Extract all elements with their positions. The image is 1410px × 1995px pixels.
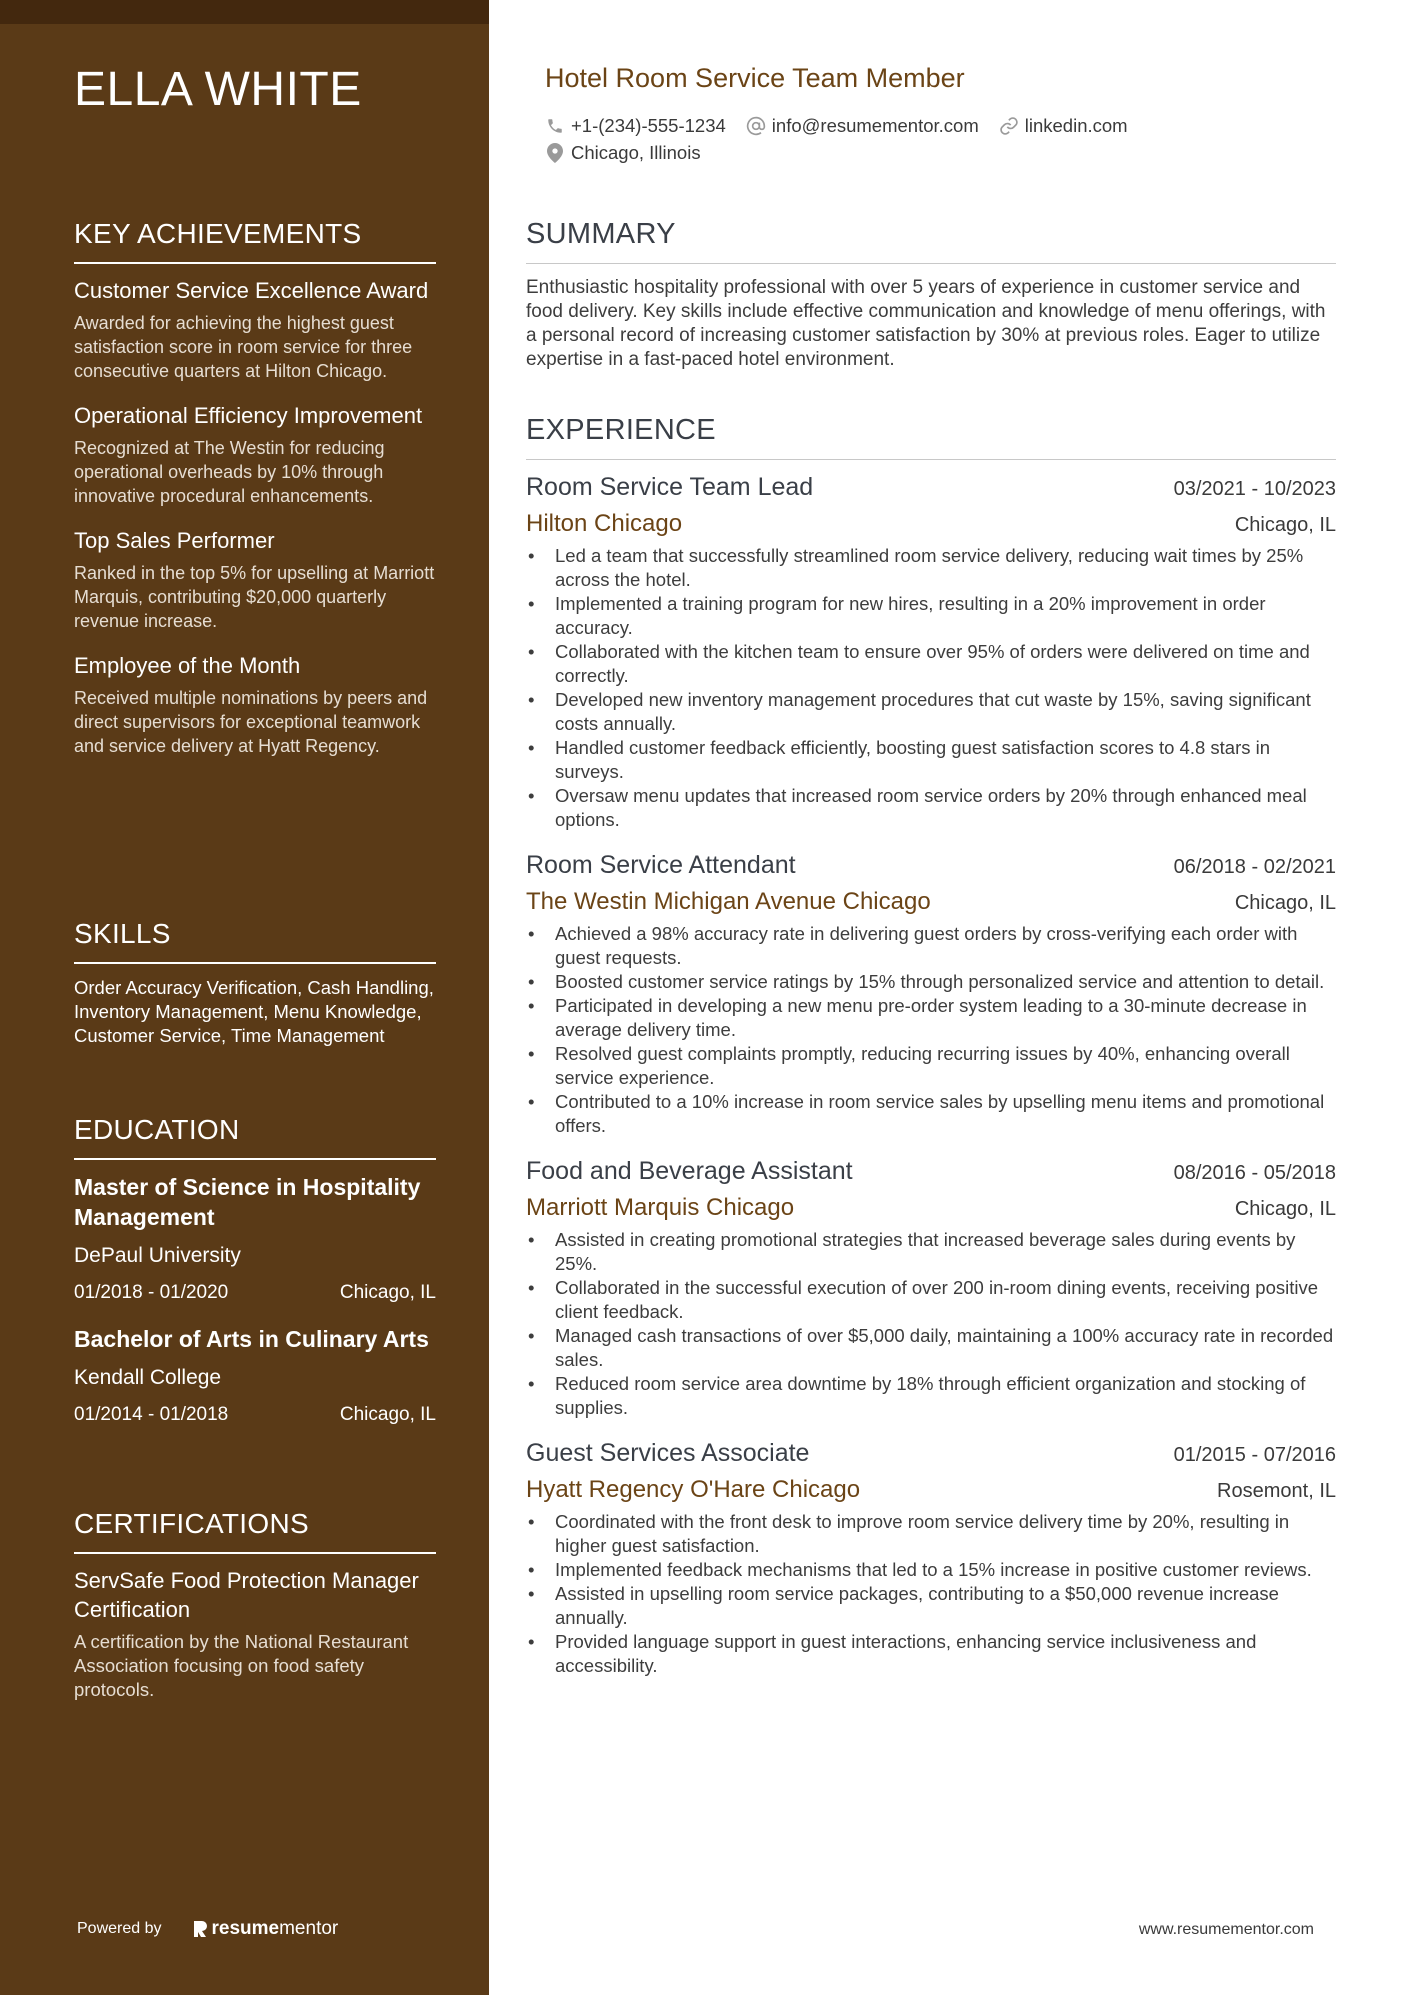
contact-location bbox=[545, 142, 701, 164]
certifications-section bbox=[74, 1508, 436, 1702]
education-degree: Master of Science in Hospitality Management bbox=[74, 1174, 421, 1230]
education-school: Kendall College bbox=[74, 1366, 222, 1389]
job-bullet: • Developed new inventory management procedures that cut waste by 15%, saving significant costs annually. bbox=[526, 688, 1336, 736]
achievement-title: Customer Service Excellence Award bbox=[74, 278, 429, 303]
achievement-desc: Received multiple nominations by peers and direct supervisors for exceptional teamwork and service delivery at Hyatt Regency. bbox=[74, 688, 428, 756]
certification-desc: A certification by the National Restaurant Association focusing on food safety protocols. bbox=[74, 1631, 409, 1700]
achievement-desc: Awarded for achieving the highest guest satisfaction score in room service for three consecutive quarters at Hilton Chicago. bbox=[74, 313, 413, 381]
powered-by-label: Powered by bbox=[77, 1920, 162, 1937]
job-location: Chicago, IL bbox=[1234, 514, 1336, 536]
education-dates: 01/2014 - 01/2018 bbox=[74, 1404, 229, 1425]
education-dates: 01/2018 - 01/2020 bbox=[74, 1282, 229, 1303]
candidate-name: ELLA WHITE bbox=[74, 63, 362, 116]
job-location: Rosemont, IL bbox=[1217, 1480, 1336, 1502]
email-text: info@resumementor.com bbox=[771, 114, 979, 136]
job-entry bbox=[526, 1436, 1336, 1678]
summary-text: Enthusiastic hospitality professional with over 5 years of experience in customer service and food delivery. Key skills include effective communication and knowledge of menu offerings, with a personal record of increasing customer satisfaction by 30% at previous roles. Eager to utilize expertise in a fast-paced hotel environment. bbox=[526, 277, 1326, 370]
job-company: Hilton Chicago bbox=[526, 510, 683, 537]
achievement-desc: Ranked in the top 5% for upselling at Marriott Marquis, contributing $20,000 quarterly revenue increase. bbox=[74, 563, 435, 631]
contact-info bbox=[545, 112, 1335, 166]
experience-section bbox=[526, 414, 1336, 1678]
achievement-item bbox=[74, 526, 436, 633]
job-bullet: • Assisted in upselling room service packages, contributing to a $50,000 revenue increase annually. bbox=[526, 1582, 1336, 1630]
certification-item bbox=[74, 1566, 436, 1702]
achievement-item bbox=[74, 401, 436, 508]
job-dates: 01/2015 - 07/2016 bbox=[1173, 1444, 1336, 1466]
education-location: Chicago, IL bbox=[339, 1282, 436, 1303]
education-section bbox=[74, 1114, 436, 1446]
job-bullet: • Implemented feedback mechanisms that led to a 15% increase in positive customer reviews. bbox=[526, 1558, 1336, 1582]
contact-linkedin[interactable] bbox=[999, 115, 1128, 137]
job-location: Chicago, IL bbox=[1234, 892, 1336, 914]
job-bullet: • Coordinated with the front desk to improve room service delivery time by 20%, resulting in higher guest satisfaction. bbox=[526, 1510, 1336, 1558]
job-entry bbox=[526, 1154, 1336, 1420]
achievements-section bbox=[74, 218, 436, 776]
location-text: Chicago, Illinois bbox=[571, 141, 701, 163]
location-pin-icon bbox=[545, 143, 565, 163]
certifications-heading: CERTIFICATIONS bbox=[74, 1508, 436, 1554]
job-company: Hyatt Regency O'Hare Chicago bbox=[526, 1476, 861, 1503]
achievement-item bbox=[74, 651, 436, 758]
job-bullet: • Participated in developing a new menu pre-order system leading to a 30-minute decrease in average delivery time. bbox=[526, 994, 1336, 1042]
achievement-title: Operational Efficiency Improvement bbox=[74, 403, 423, 428]
job-role: Guest Services Associate bbox=[526, 1439, 810, 1467]
job-bullets bbox=[526, 544, 1336, 832]
sidebar bbox=[0, 0, 489, 1995]
job-dates: 03/2021 - 10/2023 bbox=[1173, 478, 1336, 500]
job-bullet: • Resolved guest complaints promptly, reducing recurring issues by 40%, enhancing overall service experience. bbox=[526, 1042, 1336, 1090]
sidebar-top-bar bbox=[0, 0, 489, 24]
job-bullet: • Oversaw menu updates that increased room service orders by 20% through enhanced meal options. bbox=[526, 784, 1336, 832]
job-company: The Westin Michigan Avenue Chicago bbox=[526, 888, 931, 915]
job-entry bbox=[526, 848, 1336, 1138]
achievement-desc: Recognized at The Westin for reducing operational overheads by 10% through innovative procedural enhancements. bbox=[74, 438, 385, 506]
contact-phone[interactable] bbox=[545, 115, 726, 137]
education-school: DePaul University bbox=[74, 1244, 241, 1267]
education-degree: Bachelor of Arts in Culinary Arts bbox=[74, 1326, 429, 1352]
resumementor-logo-icon bbox=[192, 1919, 208, 1939]
job-bullet: • Collaborated with the kitchen team to ensure over 95% of orders were delivered on time and correctly. bbox=[526, 640, 1336, 688]
link-icon bbox=[999, 116, 1019, 136]
summary-section bbox=[526, 218, 1336, 372]
education-item bbox=[74, 1324, 436, 1428]
job-dates: 08/2016 - 05/2018 bbox=[1173, 1162, 1336, 1184]
resumementor-logo[interactable] bbox=[192, 1918, 339, 1940]
job-bullet: • Reduced room service area downtime by 18% through efficient organization and stocking of supplies. bbox=[526, 1372, 1336, 1420]
job-bullet: • Led a team that successfully streamlined room service delivery, reducing wait times by 25% across the hotel. bbox=[526, 544, 1336, 592]
job-bullet: • Assisted in creating promotional strategies that increased beverage sales during events by 25%. bbox=[526, 1228, 1336, 1276]
contact-email[interactable] bbox=[746, 115, 979, 137]
job-bullet: • Collaborated in the successful execution of over 200 in-room dining events, receiving positive client feedback. bbox=[526, 1276, 1336, 1324]
job-bullet: • Handled customer feedback efficiently, boosting guest satisfaction scores to 4.8 stars in surveys. bbox=[526, 736, 1336, 784]
education-heading: EDUCATION bbox=[74, 1114, 436, 1160]
achievements-heading: KEY ACHIEVEMENTS bbox=[74, 218, 436, 264]
job-role: Room Service Team Lead bbox=[526, 473, 814, 501]
job-bullet: • Implemented a training program for new hires, resulting in a 20% improvement in order accuracy. bbox=[526, 592, 1336, 640]
powered-by bbox=[77, 1918, 338, 1940]
phone-text: +1-(234)-555-1234 bbox=[571, 114, 726, 136]
experience-heading: EXPERIENCE bbox=[526, 414, 1336, 460]
logo-text-strong: resume bbox=[211, 1918, 280, 1939]
job-bullet: • Managed cash transactions of over $5,000 daily, maintaining a 100% accuracy rate in recorded sales. bbox=[526, 1324, 1336, 1372]
education-location: Chicago, IL bbox=[339, 1404, 436, 1425]
job-dates: 06/2018 - 02/2021 bbox=[1173, 856, 1336, 878]
job-role: Food and Beverage Assistant bbox=[526, 1157, 853, 1185]
job-bullets bbox=[526, 1510, 1336, 1678]
job-bullet: • Contributed to a 10% increase in room service sales by upselling menu items and promotional offers. bbox=[526, 1090, 1336, 1138]
linkedin-text: linkedin.com bbox=[1024, 114, 1128, 136]
job-bullets bbox=[526, 1228, 1336, 1420]
skills-list: Order Accuracy Verification, Cash Handling, Inventory Management, Menu Knowledge, Customer Service, Time Management bbox=[74, 977, 434, 1046]
job-bullet: • Boosted customer service ratings by 15% through personalized service and attention to detail. bbox=[526, 970, 1336, 994]
phone-icon bbox=[545, 116, 565, 136]
job-location: Chicago, IL bbox=[1234, 1198, 1336, 1220]
at-sign-icon bbox=[746, 116, 766, 136]
achievement-item bbox=[74, 276, 436, 383]
logo-text-rest: mentor bbox=[279, 1918, 339, 1939]
job-bullet: • Achieved a 98% accuracy rate in delivering guest orders by cross-verifying each order with guest requests. bbox=[526, 922, 1336, 970]
target-job-title: Hotel Room Service Team Member bbox=[545, 63, 965, 93]
job-company: Marriott Marquis Chicago bbox=[526, 1194, 795, 1221]
certification-title: ServSafe Food Protection Manager Certification bbox=[74, 1568, 419, 1622]
education-item bbox=[74, 1172, 436, 1306]
achievement-title: Employee of the Month bbox=[74, 653, 301, 678]
summary-heading: SUMMARY bbox=[526, 218, 1336, 264]
job-entry bbox=[526, 470, 1336, 832]
achievement-title: Top Sales Performer bbox=[74, 528, 275, 553]
job-bullets bbox=[526, 922, 1336, 1138]
footer-url[interactable]: www.resumementor.com bbox=[1138, 1921, 1314, 1938]
job-role: Room Service Attendant bbox=[526, 851, 796, 879]
job-bullet: • Provided language support in guest interactions, enhancing service inclusiveness and accessibility. bbox=[526, 1630, 1336, 1678]
skills-section bbox=[74, 918, 436, 1048]
skills-heading: SKILLS bbox=[74, 918, 436, 964]
